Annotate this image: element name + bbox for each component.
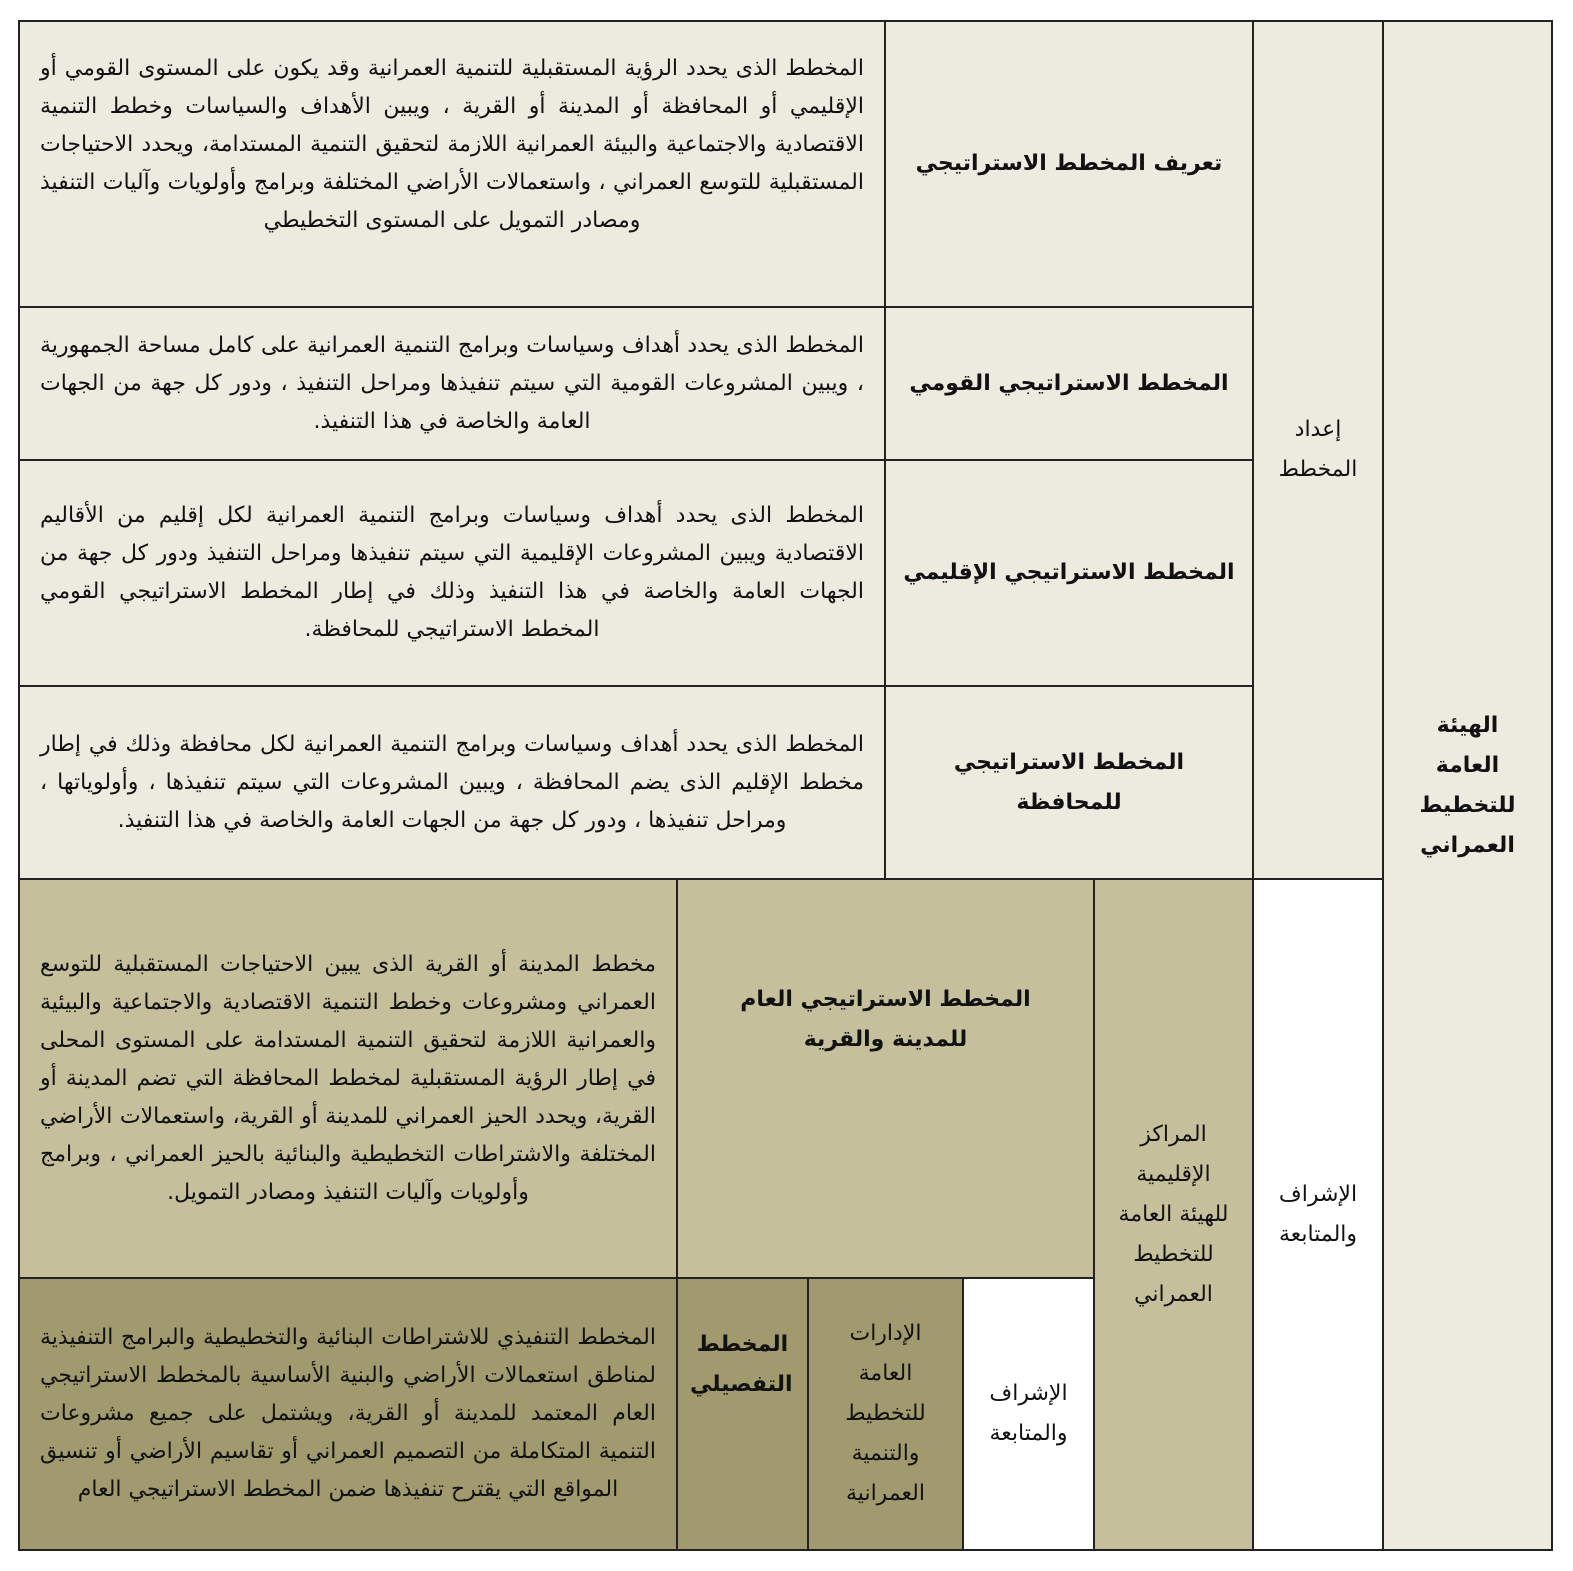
authority-cell [1382, 20, 1553, 1551]
detailed-plan-text-cell [18, 1277, 678, 1551]
detailed-plan-name-cell [676, 1277, 809, 1551]
row-national-name-cell [884, 306, 1254, 461]
general-plan-name: المخطط الاستراتيجي العام للمدينة والقرية [740, 987, 1031, 1052]
row-governorate-name-cell [884, 685, 1254, 880]
general-plan-name-cell [676, 878, 1095, 1279]
row-national-text: المخطط الذى يحدد أهداف وسياسات وبرامج التنمية العمرانية على كامل مساحة الجمهورية ، ويبين المشروعات القومية التي سيتم تنفيذها ومراحل التنفيذ ، ودور كل جهة من الجهات العامة والخاصة في هذا التنفيذ. [40, 332, 864, 434]
row-governorate-text: المخطط الذى يحدد أهداف وسياسات وبرامج التنمية العمرانية لكل محافظة وذلك في إطار مخطط الإقليم الذى يضم المحافظة ، ويبين المشروعات التي سيتم تنفيذها ، وأولوياتها ، ومراحل تنفيذها ، ودور كل جهة من الجهات العامة والخاصة في هذا التنفيذ. [40, 731, 864, 833]
general-departments-cell [807, 1277, 964, 1551]
regional-centers-cell [1093, 878, 1254, 1551]
general-departments-label: الإدارات العامة للتخطيط والتنمية العمرانية [845, 1321, 926, 1506]
supervision-cell [1252, 878, 1384, 1551]
preparation-cell [1252, 20, 1384, 880]
row-governorate-text-cell [18, 685, 886, 880]
row-definition-name: تعريف المخطط الاستراتيجي [915, 151, 1223, 176]
row-definition-name-cell [884, 20, 1254, 308]
row-regional-text-cell [18, 459, 886, 687]
row-regional-name-cell [884, 459, 1254, 687]
sub-supervision-cell [962, 1277, 1095, 1551]
general-plan-text-cell [18, 878, 678, 1279]
row-national-text-cell [18, 306, 886, 461]
sub-supervision-label: الإشراف والمتابعة [989, 1381, 1068, 1446]
regional-centers-label: المراكز الإقليمية للهيئة العامة للتخطيط العمراني [1118, 1121, 1229, 1307]
supervision-label: الإشراف والمتابعة [1278, 1181, 1358, 1247]
general-plan-text: مخطط المدينة أو القرية الذى يبين الاحتياجات المستقبلية للتوسع العمراني ومشروعات وخطط التنمية الاقتصادية والاجتماعية والبيئية والعمرانية اللازمة لتحقيق التنمية المستدامة على المستوى المحلى في إطار الرؤية المستقبلية لمخطط المحافظة التي تضم المدينة أو القرية، ويحدد الحيز العمراني للمدينة أو القرية، واستعمالات الأراضي المختلفة والاشتراطات التخطيطية والبنائية بالحيز العمراني ، وبرامج وأولويات وآليات التنفيذ ومصادر التمويل. [40, 951, 656, 1205]
detailed-plan-name: المخطط التفصيلي [689, 1332, 793, 1397]
row-regional-text: المخطط الذى يحدد أهداف وسياسات وبرامج التنمية العمرانية لكل إقليم من الأقاليم الاقتصادية ويبين المشروعات الإقليمية التي سيتم تنفيذها ومراحل التنفيذ ودور كل جهة من الجهات العامة والخاصة في هذا التنفيذ وذلك في إطار المخطط الاستراتيجي القومي المخطط الاستراتيجي للمحافظة. [40, 503, 864, 642]
row-governorate-name: المخطط الاستراتيجي للمحافظة [953, 749, 1185, 815]
authority-label: الهيئة العامة للتخطيط العمراني [1419, 712, 1516, 858]
preparation-label: إعداد المخطط [1278, 417, 1358, 482]
detailed-plan-text: المخطط التنفيذي للاشتراطات البنائية والتخطيطية والبرامج التنفيذية لمناطق استعمالات الأراضي والبنية الأساسية بالمخطط الاستراتيجي العام المعتمد للمدينة أو القرية، ويشتمل على جميع مشروعات التنمية المتكاملة من التصميم العمراني أو تقاسيم الأراضي أو تنسيق المواقع التي يقترح تنفيذها ضمن المخطط الاستراتيجي العام [40, 1325, 656, 1502]
row-national-name: المخطط الاستراتيجي القومي [909, 370, 1229, 396]
row-regional-name: المخطط الاستراتيجي الإقليمي [903, 560, 1235, 585]
row-definition-text-cell [18, 20, 886, 308]
row-definition-text: المخطط الذى يحدد الرؤية المستقبلية للتنمية العمرانية وقد يكون على المستوى القومي أو الإقليمي أو المحافظة أو المدينة أو القرية ، ويبين الأهداف والسياسات وخطط التنمية الاقتصادية والاجتماعية والبيئة العمرانية اللازمة لتحقيق التنمية المستدامة، ويحدد الاحتياجات المستقبلية للتوسع العمراني ، واستعمالات الأراضي المختلفة وبرامج وأولويات وآليات التنفيذ ومصادر التمويل على المستوى التخطيطي [40, 56, 864, 233]
